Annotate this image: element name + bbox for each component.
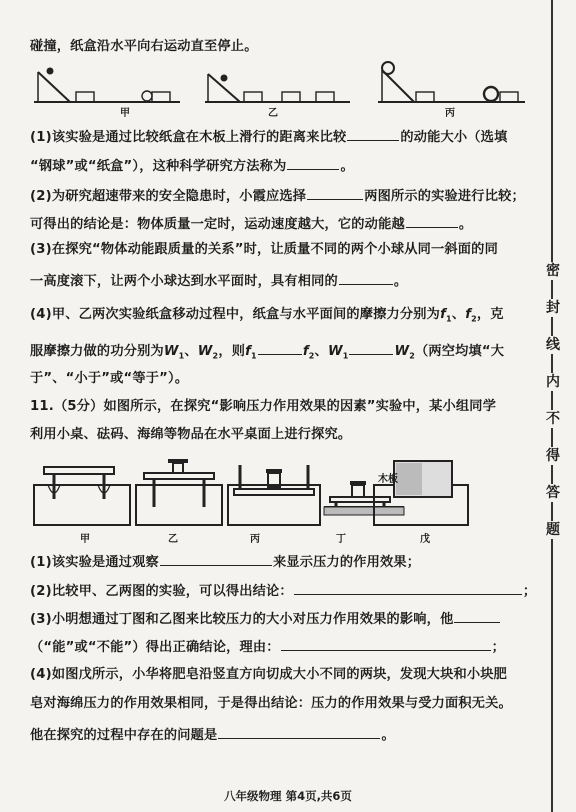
q10-part1-cont: “钢球”或“纸盒”），这种科学研究方法称为 。 [30, 155, 354, 176]
q10-part3: (3)在探究“物体动能跟质量的关系”时，让质量不同的两个小球从同一斜面的同 [30, 242, 498, 257]
answer-blank[interactable] [307, 185, 363, 200]
page-footer: 八年级物理 第4页,共6页 [224, 789, 352, 803]
binding-char: 答 [543, 484, 563, 502]
board-label: 木板 [378, 474, 398, 485]
incline-figure-jia [34, 68, 180, 103]
q11-part3-cont: （“能”或“不能”）得出正确结论，理由： ； [30, 636, 505, 657]
sponge-figure-bing [228, 465, 320, 525]
answer-blank[interactable] [347, 126, 399, 141]
q10-part2-cont: 可得出的结论是：物体质量一定时，运动速度越大，它的动能越 。 [30, 213, 472, 234]
sponge-figure-jia [34, 467, 130, 525]
answer-blank[interactable] [160, 551, 272, 566]
binding-char: 内 [543, 373, 563, 391]
answer-blank[interactable] [349, 340, 393, 355]
answer-blank[interactable] [406, 213, 458, 228]
fig-label-yi: 乙 [268, 108, 278, 119]
q11-head: 11.（5分）如图所示，在探究“影响压力作用效果的因素”实验中，某小组同学 [30, 399, 497, 414]
fig-label-yi: 乙 [168, 534, 178, 545]
binding-char: 得 [543, 447, 563, 465]
q10-figure-row [30, 58, 540, 120]
incline-figure-yi [205, 74, 350, 102]
board-figure-ding [324, 481, 404, 515]
q11-part4-cont: 皂对海绵压力的作用效果相同，于是得出结论：压力的作用效果与受力面积无关。 [30, 696, 512, 711]
q10-intro: 碰撞，纸盒沿水平向右运动直至停止。 [30, 39, 258, 54]
binding-char: 题 [543, 521, 563, 539]
fig-label-bing: 丙 [445, 108, 455, 119]
answer-blank[interactable] [281, 636, 491, 651]
binding-line [551, 0, 553, 812]
fig-label-wu: 戊 [420, 534, 430, 545]
answer-blank[interactable] [454, 608, 500, 623]
q10-part4-cont: 服摩擦力做的功分别为$W_1$、$W_2$，则$f_1$ $f_2$、$W_1$ $W_2$（两空均填“大 [30, 340, 504, 366]
sponge-figure-yi [136, 459, 222, 525]
q11-part4: (4)如图戊所示，小华将肥皂沿竖直方向切成大小不同的两块，发现大块和小块肥 [30, 667, 508, 682]
q11-head-cont: 利用小桌、砝码、海绵等物品在水平桌面上进行探究。 [30, 427, 352, 442]
fig-label-ding: 丁 [336, 534, 346, 545]
binding-char: 密 [543, 262, 563, 280]
q10-part1: (1)该实验是通过比较纸盒在木板上滑行的距离来比较 的动能大小（选填 [30, 126, 507, 147]
fig-label-jia: 甲 [120, 108, 130, 119]
binding-char: 不 [543, 410, 563, 428]
answer-blank[interactable] [339, 270, 393, 285]
incline-figure-bing [378, 62, 525, 102]
fig-label-bing: 丙 [250, 534, 260, 545]
fig-label-jia: 甲 [80, 534, 90, 545]
q10-part2: (2)为研究超速带来的安全隐患时，小霞应选择 两图所示的实验进行比较； [30, 185, 525, 206]
answer-blank[interactable] [258, 340, 302, 355]
q11-part1: (1)该实验是通过观察 来显示压力的作用效果； [30, 551, 420, 572]
answer-blank[interactable] [294, 580, 522, 595]
q11-part2: (2)比较甲、乙两图的实验，可以得出结论： ； [30, 580, 536, 601]
binding-char: 封 [543, 299, 563, 317]
answer-blank[interactable] [218, 724, 380, 739]
q11-figure-row [30, 455, 540, 530]
q11-part3: (3)小明想通过丁图和乙图来比较压力的大小对压力作用效果的影响，他 [30, 608, 501, 629]
q11-part4-end: 他在探究的过程中存在的问题是 。 [30, 724, 395, 745]
q10-part4: (4)甲、乙两次实验纸盒移动过程中，纸盒与水平面间的摩擦力分别为$f_1$、$f_2$，克 [30, 307, 504, 324]
answer-blank[interactable] [287, 155, 339, 170]
q10-part4-end: 于”、“小于”或“等于”）。 [30, 371, 189, 386]
binding-char: 线 [543, 336, 563, 354]
q10-part3-cont: 一高度滚下，让两个小球达到水平面时，具有相同的 。 [30, 270, 407, 291]
